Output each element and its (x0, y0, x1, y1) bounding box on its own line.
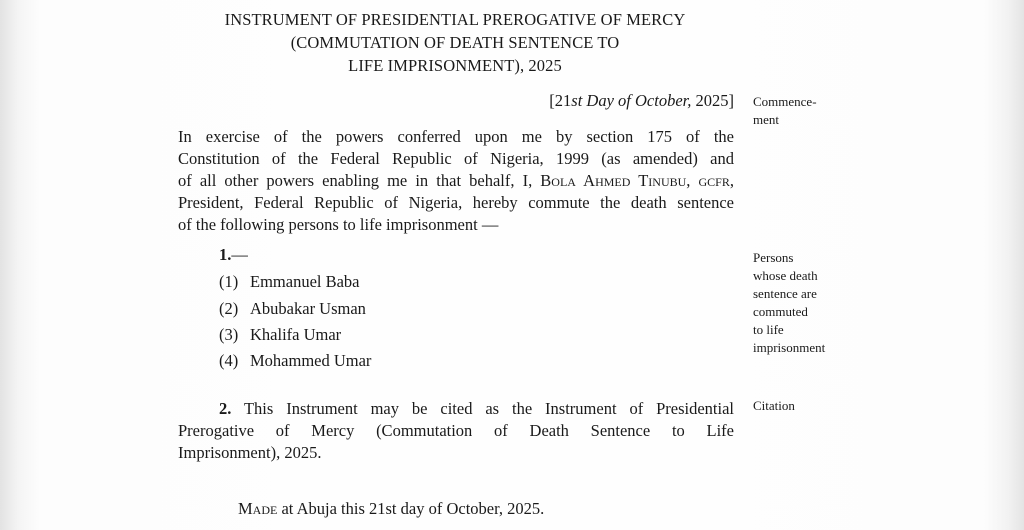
person-name: Abubakar Usman (250, 299, 366, 318)
title-line-2: (COMMUTATION OF DEATH SENTENCE TO (290, 33, 620, 52)
section-2-line: Imprisonment), 2025. (178, 443, 322, 462)
commencement-date (549, 91, 734, 111)
margin-note-line: to life (753, 322, 784, 337)
margin-note-persons (753, 249, 843, 357)
list-item (219, 324, 341, 346)
made-rest: at Abuja this 21st day of October, 2025. (277, 499, 545, 518)
person-name: Emmanuel Baba (250, 272, 360, 291)
margin-note-line: imprisonment (753, 340, 826, 355)
preamble-line (178, 170, 734, 192)
date-open: [21 (549, 91, 572, 110)
list-item (219, 298, 366, 320)
president-name: Bola Ahmed Tinubu (540, 171, 687, 190)
margin-note-line: sentence are (753, 286, 817, 301)
title-line-1: INSTRUMENT OF PRESIDENTIAL PREROGATIVE OF MERCY (224, 10, 686, 29)
preamble-line: President, Federal Republic of Nigeria, hereby commute the death sentence (178, 193, 734, 212)
preamble-line: of the following persons to life imprisonment — (178, 215, 499, 234)
item-number: (3) (219, 325, 239, 344)
section-2-line (178, 398, 734, 420)
item-number: (4) (219, 351, 239, 370)
section-2-text: This Instrument may be cited as the Instrument of Presidential (231, 399, 734, 418)
date-italic: st Day of October, (571, 91, 692, 110)
section-1-number: 1. (219, 245, 232, 264)
date-close: 2025] (691, 91, 734, 110)
made-at-line (238, 499, 544, 519)
margin-note-line: commuted (753, 304, 808, 319)
margin-note-citation: Citation (753, 398, 795, 413)
honour-title: gcfr (698, 171, 730, 190)
section-2-number: 2. (219, 399, 232, 418)
margin-note-line: ment (753, 112, 779, 127)
section-2-paragraph (178, 398, 734, 464)
margin-note-commencement (753, 93, 843, 129)
title-line-3: LIFE IMPRISONMENT), 2025 (348, 56, 562, 75)
preamble-line: Constitution of the Federal Republic of Nigeria, 1999 (as amended) and (178, 149, 734, 168)
person-name: Mohammed Umar (250, 351, 372, 370)
list-item (219, 271, 360, 293)
section-1-heading (219, 245, 248, 265)
preamble-text: , (686, 171, 699, 190)
item-number: (1) (219, 272, 239, 291)
margin-note-line: whose death (753, 268, 818, 283)
made-word: Made (238, 499, 278, 518)
section-1-dash: — (231, 245, 248, 264)
item-number: (2) (219, 299, 239, 318)
preamble-line: In exercise of the powers conferred upon me by section 175 of the (178, 127, 734, 146)
person-name: Khalifa Umar (250, 325, 342, 344)
preamble-text: , (729, 171, 734, 190)
margin-note-line: Persons (753, 250, 794, 265)
list-item (219, 350, 371, 372)
section-2-line: Prerogative of Mercy (Commutation of Death Sentence to Life (178, 421, 734, 440)
margin-note-line: Commence- (753, 94, 817, 109)
preamble-paragraph (178, 126, 734, 236)
preamble-text: of all other powers enabling me in that behalf, I, (178, 171, 541, 190)
